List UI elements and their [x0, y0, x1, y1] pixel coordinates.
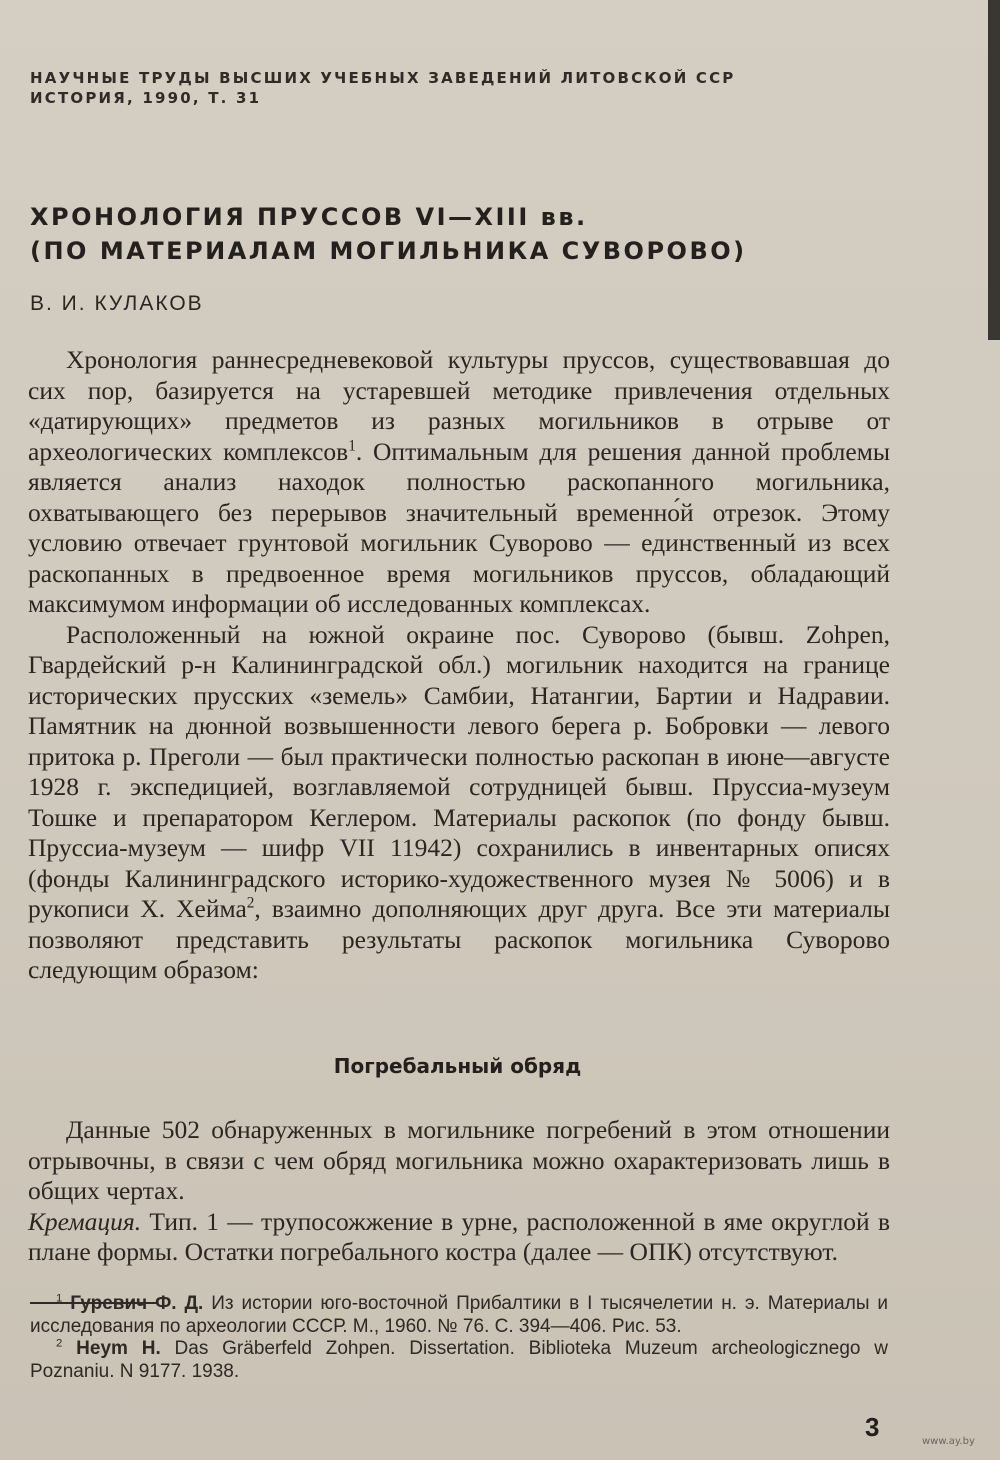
paragraph-1-text-b: . Оптимальным для решения данной проблемы является анализ находок полностью раскопанного могильника, охватывающего без перерывов значительный временно́й отрезок. Этому условию отвечает грунтовой могильник Суворово — единственный из всех раскопанных в предвоенное время могильников пруссов, обладающий максимумом информации об исследованных комплексах.: [28, 436, 890, 618]
footnote-2-author: Heym H.: [76, 1338, 161, 1359]
footnote-ref-1: 1: [348, 437, 356, 454]
article-body-intro: [28, 345, 890, 986]
series-line-2: ИСТОРИЯ, 1990, Т. 31: [30, 89, 262, 107]
journal-series-header: [30, 68, 830, 108]
paragraph-4: [28, 1207, 890, 1268]
article-author: В. И. КУЛАКОВ: [30, 292, 204, 315]
paragraph-4-text: Тип. 1 — трупосожжение в урне, расположенной в яме округлой в плане формы. Остатки погребального костра (далее — ОПК) отсутствуют.: [28, 1206, 890, 1266]
footnote-1-marker: 1: [56, 1292, 63, 1305]
footnote-1-author: Гуревич Ф. Д.: [70, 1293, 204, 1314]
page-edge-shadow: [988, 0, 1000, 340]
footnotes: [30, 1293, 888, 1383]
paragraph-2: [28, 620, 890, 986]
cremation-label: Кремация.: [28, 1206, 142, 1236]
section-heading: Погребальный обряд: [333, 1054, 582, 1078]
paragraph-3: Данные 502 обнаруженных в могильнике погребений в этом отношении отрывочны, в связи с чем обряд могильника можно охарактеризовать лишь в общих чертах.: [28, 1115, 890, 1205]
paragraph-1: [28, 345, 890, 620]
footnote-2-marker: 2: [56, 1337, 63, 1350]
paragraph-2-text-a: Расположенный на южной окраине пос. Суворово (бывш. Zohpen, Гвардейский р-н Калининградской обл.) могильник находится на границе исторических прусских «земель» Самбии, Натангии, Бартии и Надравии. Памятник на дюнной возвышенности левого берега р. Бобровки — левого притока р. Преголи — был практически полностью раскопан в июне—августе 1928 г. экспедицией, возглавляемой сотрудницей бывш. Пруссиа-музеум Тошке и препаратором Кеглером. Материалы раскопок (по фонду бывш. Пруссиа-музеум — шифр VII 11942) сохранились в инвентарных описях (фонды Калининградского историко-художественного музея № 5006) и в рукописи Х. Хейма: [28, 619, 890, 923]
footnote-ref-2: 2: [246, 894, 255, 912]
article-title: [30, 200, 850, 268]
article-body-section: [28, 1115, 890, 1268]
page-number: 3: [865, 1412, 880, 1442]
paragraph-2-text-b: , взаимно дополняющих друг друга. Все эти материалы позволяют представить результаты раскопок могильника Суворово следующим образом:: [28, 894, 890, 984]
footnote-2-text: Das Gräberfeld Zohpen. Dissertation. Biblioteka Muzeum archeologicznego w Poznaniu. N 9177. 1938.: [30, 1338, 889, 1382]
footnote-2: [30, 1338, 888, 1383]
series-line-1: НАУЧНЫЕ ТРУДЫ ВЫСШИХ УЧЕБНЫХ ЗАВЕДЕНИЙ ЛИТОВСКОЙ ССР: [30, 69, 736, 87]
watermark: www.ay.by: [922, 1436, 975, 1447]
title-line-1: ХРОНОЛОГИЯ ПРУССОВ VI—XIII вв.: [30, 203, 588, 231]
footnote-1-text: Из истории юго-восточной Прибалтики в I тысячелетии н. э. Материалы и исследования по археологии СССР. М., 1960. № 76. С. 394—406. Рис. 53.: [30, 1293, 888, 1337]
footnote-1: [30, 1293, 888, 1338]
title-line-2: (ПО МАТЕРИАЛАМ МОГИЛЬНИКА СУВОРОВО): [30, 237, 747, 265]
paragraph-1-text-a: Хронология раннесредневековой культуры пруссов, существовавшая до сих пор, базируется на устаревшей методике привлечения отдельных «датирующих» предметов из разных могильников в отрыве от археологических комплексов: [28, 345, 890, 466]
